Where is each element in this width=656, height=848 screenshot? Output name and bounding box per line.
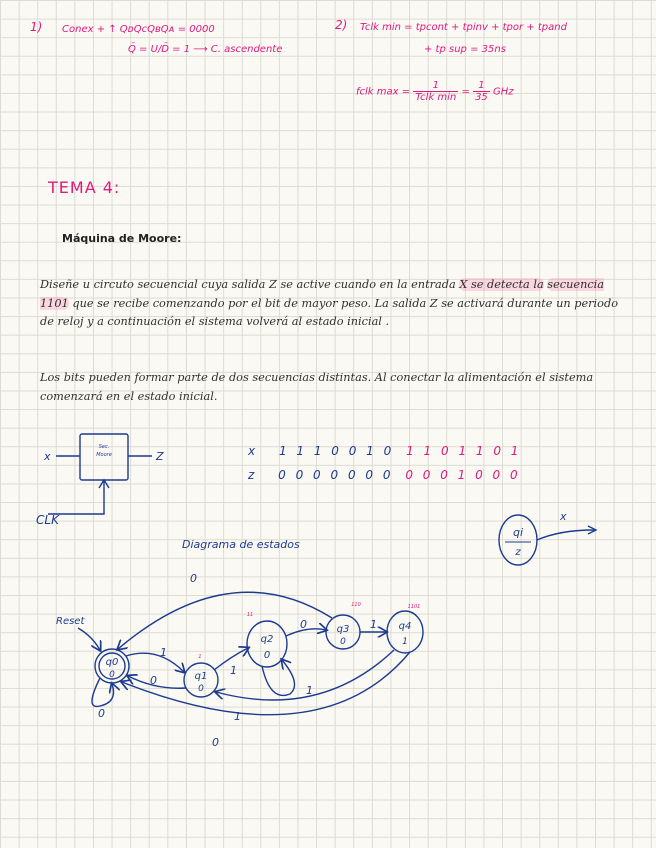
state-q3-tag: 110 — [351, 602, 361, 608]
legend-out-label: z — [515, 547, 521, 558]
reset-label: Reset — [56, 616, 85, 627]
fmax-formula — [356, 80, 514, 103]
edge-q1-q2-label: 1 — [230, 664, 237, 677]
tema-title: TEMA 4: — [48, 178, 121, 197]
edge-q0-q1 — [126, 653, 184, 672]
fmax-eq: = — [461, 86, 470, 98]
section1-line2: Q̄ = U/D̄ = 1 ⟶ C. ascendente — [128, 44, 283, 55]
section2-line1: Tclk min = tpcont + tpinv + tpor + tpand — [360, 22, 567, 33]
fmax-unit: GHz — [492, 86, 514, 98]
fmax-label: fclk max = — [356, 86, 411, 98]
state-q1-tag: 1 — [198, 654, 202, 660]
fraction-1: $\frac{1}{\text{Tclk min}}$ — [415, 80, 457, 103]
state-q2-label: q2 — [260, 634, 274, 645]
edge-q1-q0 — [128, 676, 186, 688]
block-input-label: x — [44, 450, 51, 463]
state-diagram — [0, 560, 656, 760]
section1-number: 1) — [30, 20, 43, 34]
legend-arrow-label: x — [560, 510, 567, 523]
tema-subtitle: Máquina de Moore: — [62, 232, 182, 245]
state-q4-tag: 1101 — [407, 604, 421, 610]
state-q0-label: q0 — [105, 657, 119, 668]
state-q0-out: 0 — [109, 670, 115, 680]
block-output-label: Z — [156, 450, 164, 463]
reset-arrow — [78, 628, 100, 650]
highlight-1: X se detecta la — [459, 278, 544, 291]
box-line2: Moore — [96, 452, 112, 458]
edge-q0-self-label: 0 — [98, 707, 105, 720]
seq-z-row — [248, 468, 521, 482]
seq-z-a: 0 0 0 0 0 0 0 — [278, 468, 394, 482]
edge-q4-q0 — [122, 652, 410, 715]
state-q2-tag: 11 — [246, 612, 254, 618]
state-q4-label: q4 — [398, 621, 412, 632]
edge-q4-q0-label: 0 — [212, 736, 219, 749]
seq-z-b: 0 0 0 1 0 0 0 — [405, 468, 521, 482]
seq-z-label: z — [248, 468, 255, 482]
clock-wire — [48, 480, 104, 514]
state-q3-out: 0 — [340, 637, 346, 647]
edge-q4-q1-label: 1 — [234, 710, 241, 723]
edge-q3-q0-label: 0 — [190, 572, 197, 585]
state-q2-out: 0 — [263, 650, 271, 661]
state-q4-out: 1 — [402, 637, 408, 647]
edge-q2-self-label: 1 — [306, 684, 313, 697]
diagram-title: Diagrama de estados — [182, 538, 300, 551]
section2-line2: + tp sup = 35ns — [424, 44, 506, 55]
problem-paragraph-1: Diseñe u circuto secuencial cuya salida Z se active cuando en la entrada X se detecta la secuencia 1101 que se recibe comenzando por el bit de mayor peso. La salida Z se activará durante un periodo de reloj y a continuación el sistema volverá al estado inicial . — [40, 278, 618, 328]
section1-line1: Conex + ↑ QᴅQᴄQʙQᴀ = 0000 — [62, 24, 215, 35]
block-clock-label: CLK — [36, 513, 59, 527]
seq-x-row — [248, 444, 521, 458]
problem-paragraph-2: Los bits pueden formar parte de dos secuencias distintas. Al conectar la alimentación el sistema comenzará en el estado inicial. — [40, 371, 594, 403]
state-q1-out: 0 — [198, 684, 204, 694]
seq-x-b: 1 1 0 1 1 0 1 — [406, 444, 522, 458]
edge-q0-q1-label: 1 — [160, 646, 167, 659]
seq-x-a: 1 1 1 0 0 1 0 — [278, 444, 395, 458]
legend-state-label: qi — [512, 526, 524, 539]
fraction-2: $\frac{1}{35}$ — [475, 80, 488, 103]
highlight-2: secuencia 1101 — [40, 278, 605, 310]
edge-q3-q4-label: 1 — [370, 618, 377, 631]
state-q1-label: q1 — [194, 671, 208, 682]
box-line1: Sec. — [98, 444, 110, 450]
edge-q2-self — [262, 660, 295, 695]
edge-q1-q0-label: 0 — [150, 674, 157, 687]
edge-q2-q3-label: 0 — [300, 618, 307, 631]
edge-q4-q1 — [216, 650, 394, 700]
state-q3-label: q3 — [336, 624, 350, 635]
section2-number: 2) — [335, 18, 348, 32]
seq-x-label: x — [248, 444, 256, 458]
